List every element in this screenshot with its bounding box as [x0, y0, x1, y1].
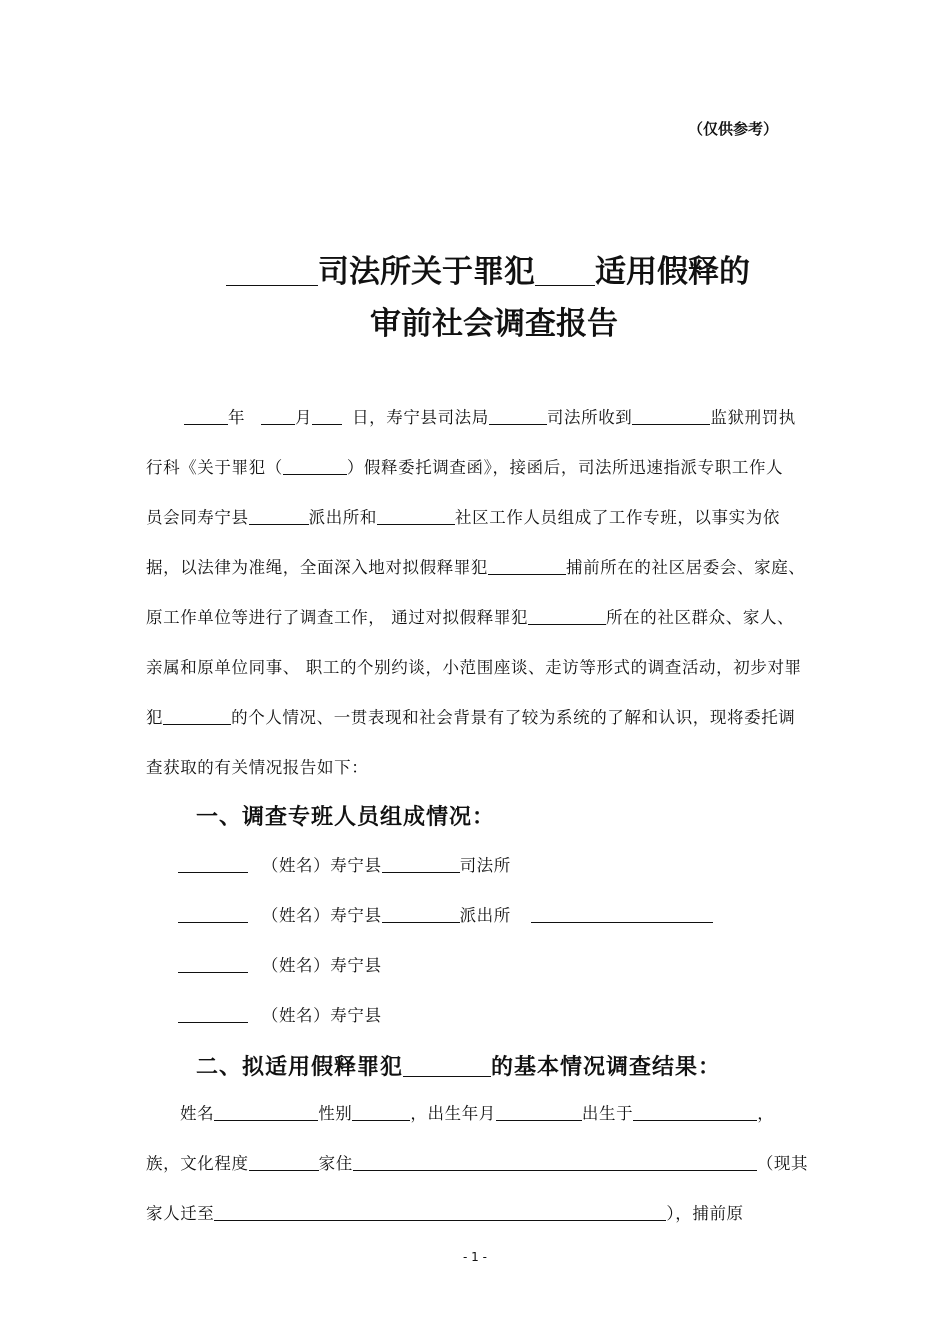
section2-heading: 二、拟适用假释罪犯 的基本情况调查结果：	[196, 1050, 721, 1081]
body-line-3: 员会同寿宁县 派出所和 社区工作人员组成了工作专班，以事实为依	[146, 508, 780, 527]
blank-field[interactable]	[226, 252, 318, 286]
team-member-row: （姓名）寿宁县	[178, 952, 382, 976]
birth-date-field[interactable]	[496, 1103, 582, 1121]
body-line-7: 犯 的个人情况、一贯表现和社会背景有了较为系统的了解和认识，现将委托调	[146, 708, 796, 727]
body-line-5: 原工作单位等进行了调查工作， 通过对拟假释罪犯 所在的社区群众、家人、	[146, 608, 795, 627]
blank-field[interactable]	[312, 407, 342, 425]
blank-field[interactable]	[184, 407, 228, 425]
body-line-8: 查获取的有关情况报告如下：	[146, 758, 369, 777]
blank-field[interactable]	[261, 407, 295, 425]
team-member-row: （姓名）寿宁县 司法所	[178, 852, 511, 876]
blank-field[interactable]	[382, 905, 460, 923]
section1-heading: 一、调查专班人员组成情况：	[196, 805, 496, 830]
document-title-line1: 司法所关于罪犯 适用假释的	[226, 246, 750, 291]
basic-info-line-2: 族，文化程度 家住 （现其	[146, 1154, 809, 1173]
name-field[interactable]	[178, 955, 248, 973]
name-field[interactable]	[214, 1103, 318, 1121]
new-address-field[interactable]	[214, 1203, 666, 1221]
sex-field[interactable]	[352, 1103, 410, 1121]
basic-info-line-3: 家人迁至 ），捕前原	[146, 1204, 744, 1223]
body-line-4: 据，以法律为准绳，全面深入地对拟假释罪犯 捕前所在的社区居委会、家庭、	[146, 558, 806, 577]
blank-field[interactable]	[632, 407, 710, 425]
blank-field[interactable]	[249, 507, 309, 525]
page-number: - 1 -	[463, 1250, 487, 1264]
blank-field[interactable]	[283, 457, 347, 475]
blank-field[interactable]	[377, 507, 455, 525]
body-line-6: 亲属和原单位同事、 职工的个别约谈，小范围座谈、走访等形式的调查活动，初步对罪	[146, 658, 802, 677]
blank-field[interactable]	[382, 855, 460, 873]
blank-field[interactable]	[163, 707, 231, 725]
name-field[interactable]	[178, 855, 248, 873]
body-line-1: 年 月 日，寿宁县司法局 司法所收到 监狱刑罚执	[184, 404, 796, 428]
document-title-line2: 审前社会调查报告	[370, 306, 618, 342]
education-field[interactable]	[249, 1153, 319, 1171]
blank-field[interactable]	[403, 1053, 491, 1077]
team-member-row: （姓名）寿宁县 派出所	[178, 902, 713, 926]
team-member-row: （姓名）寿宁县	[178, 1002, 382, 1026]
blank-field[interactable]	[489, 407, 547, 425]
blank-field[interactable]	[531, 905, 713, 923]
name-field[interactable]	[178, 1005, 248, 1023]
reference-note: （仅供参考）	[688, 120, 779, 138]
blank-field[interactable]	[488, 557, 566, 575]
body-line-2: 行科《关于罪犯（ ）假释委托调查函》，接函后，司法所迅速指派专职工作人	[146, 458, 784, 477]
blank-field[interactable]	[528, 607, 606, 625]
address-field[interactable]	[353, 1153, 757, 1171]
blank-field[interactable]	[535, 252, 595, 286]
birthplace-field[interactable]	[633, 1103, 757, 1121]
basic-info-line-1: 姓名 性别 ，出生年月 出生于 ，	[180, 1104, 775, 1123]
name-field[interactable]	[178, 905, 248, 923]
